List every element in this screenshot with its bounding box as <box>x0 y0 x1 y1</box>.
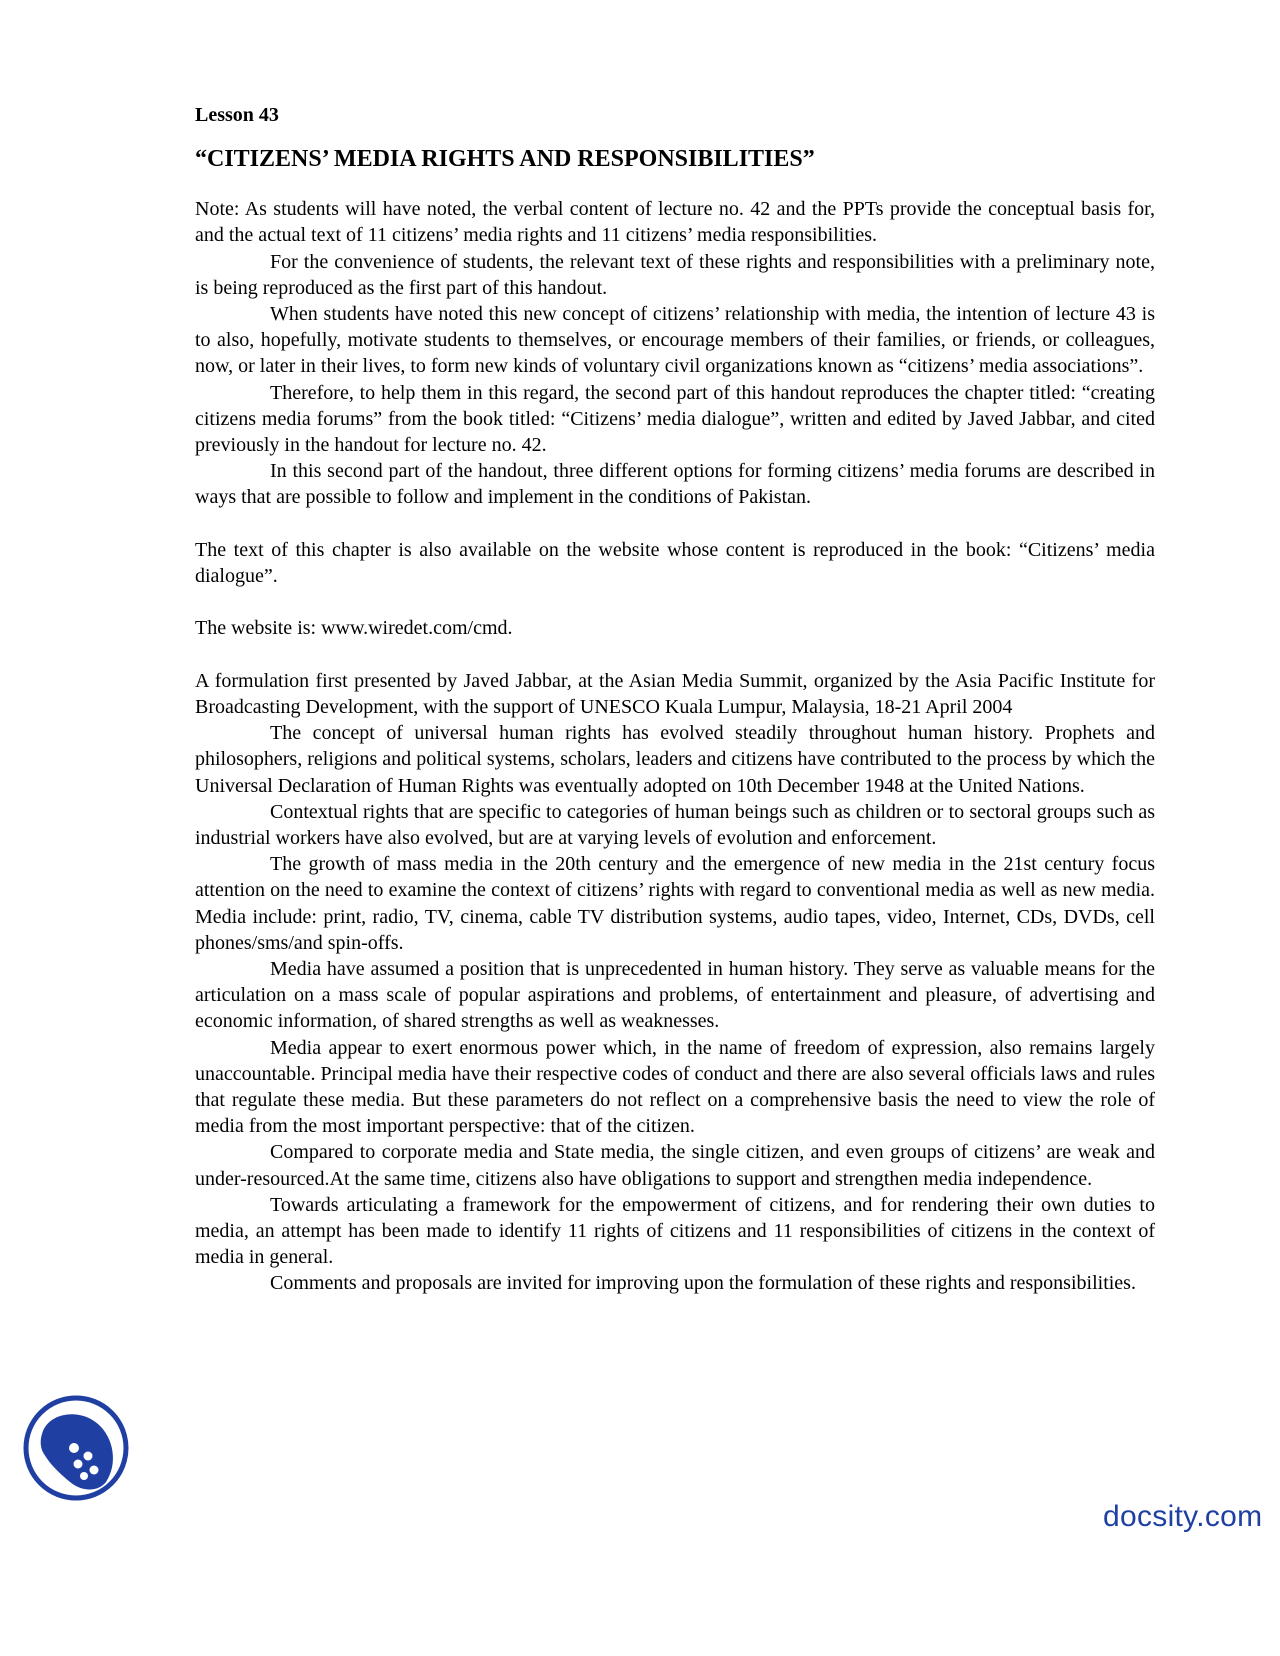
paragraph: In this second part of the handout, three different options for forming citizens’ media forums are described in ways that are possible to follow and implement in the conditions of Pakistan. <box>195 460 1155 509</box>
paragraph: Comments and proposals are invited for improving upon the formulation of these rights and responsibilities. <box>270 1272 1136 1295</box>
paragraph: The concept of universal human rights has evolved steadily throughout human history. Prophets and philosophers, religions and political systems, scholars, leaders and citizens have contributed to the process by which the Universal Declaration of Human Rights was eventually adopted on 10th December 1948 at the United Nations. <box>195 722 1155 797</box>
spacer <box>195 642 1155 668</box>
document-body <box>195 102 1155 1297</box>
paragraph: Contextual rights that are specific to categories of human beings such as children or to sectoral groups such as industrial workers have also evolved, but are at varying levels of evolution and enforcement. <box>195 800 1155 850</box>
paragraph: Compared to corporate media and State media, the single citizen, and even groups of citizens’ are weak and under-resourced.At the same time, citizens also have obligations to support and strengthen media independence. <box>195 1141 1155 1190</box>
docsity-logo-svg <box>22 1394 130 1502</box>
docsity-link[interactable]: docsity.com <box>1103 1500 1263 1533</box>
paragraph: Therefore, to help them in this regard, the second part of this handout reproduces the chapter titled: “creating citizens media forums” from the book titled: “Citizens’ media dialogue”, written and edited by Javed Jabbar, and cited previously in the handout for lecture no. 42. <box>195 381 1155 457</box>
paragraph-note: Note: As students will have noted, the verbal content of lecture no. 42 and the PPTs provide the conceptual basis for, and the actual text of 11 citizens’ media rights and 11 citizens’ media responsibilities. <box>195 198 1155 247</box>
paragraph-website: The website is: www.wiredet.com/cmd. <box>195 617 513 640</box>
paragraph: Media have assumed a position that is unprecedented in human history. They serve as valuable means for the articulation on a mass scale of popular aspirations and problems, of entertainment and pleasure, of advertising and economic information, of shared strengths as well as weaknesses. <box>195 958 1155 1033</box>
paragraph: The text of this chapter is also available on the website whose content is reproduced in the book: “Citizens’ media dialogue”. <box>195 538 1155 588</box>
paragraph: A formulation first presented by Javed Jabbar, at the Asian Media Summit, organized by the Asia Pacific Institute for Broadcasting Development, with the support of UNESCO Kuala Lumpur, Malaysia, 18-21 April 2004 <box>195 669 1155 719</box>
paragraph: Towards articulating a framework for the empowerment of citizens, and for rendering their own duties to media, an attempt has been made to identify 11 rights of citizens and 11 responsibilities of citizens in the context of media in general. <box>195 1193 1155 1269</box>
spacer <box>195 589 1155 615</box>
lesson-number: Lesson 43 <box>195 104 279 126</box>
page-title: “CITIZENS’ MEDIA RIGHTS AND RESPONSIBILITIES” <box>195 146 815 173</box>
docsity-logo-icon[interactable] <box>22 1394 130 1502</box>
paragraph: The growth of mass media in the 20th century and the emergence of new media in the 21st century focus attention on the need to examine the context of citizens’ rights with regard to conventional media as well as new media. Media include: print, radio, TV, cinema, cable TV distribution systems, audio tapes, video, Internet, CDs, DVDs, cell phones/sms/and spin-offs. <box>195 853 1155 954</box>
paragraph: For the convenience of students, the relevant text of these rights and responsibilities with a preliminary note, is being reproduced as the first part of this handout. <box>195 250 1155 299</box>
paragraph: Media appear to exert enormous power which, in the name of freedom of expression, also remains largely unaccountable. Principal media have their respective codes of conduct and there are also several officials laws and rules that regulate these media. But these parameters do not reflect on a comprehensive basis the need to view the role of media from the most important perspective: that of the citizen. <box>195 1036 1155 1138</box>
spacer <box>195 511 1155 537</box>
paragraph: When students have noted this new concept of citizens’ relationship with media, the intention of lecture 43 is to also, hopefully, motivate students to themselves, or encourage members of their families, or friends, or colleagues, now, or later in their lives, to form new kinds of voluntary civil organizations known as “citizens’ media associations”. <box>195 303 1155 378</box>
